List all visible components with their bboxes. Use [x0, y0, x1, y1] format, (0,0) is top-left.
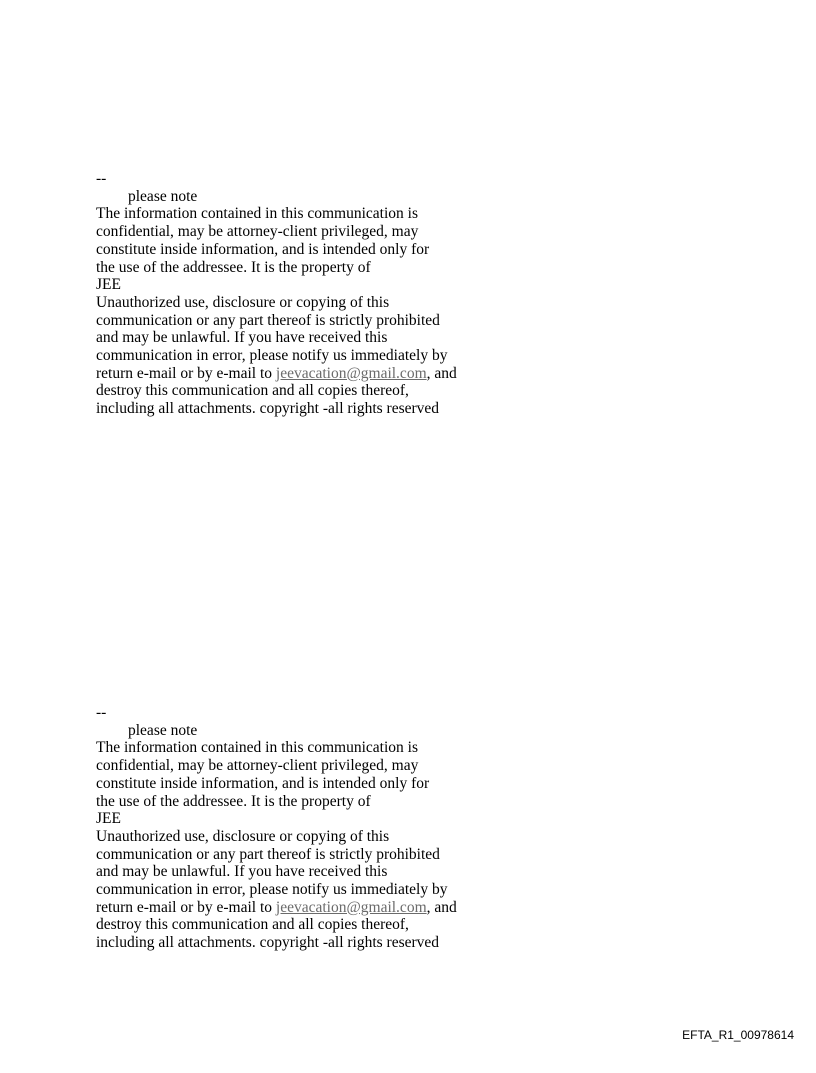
notice-line: confidential, may be attorney-client privileged, may [96, 223, 419, 241]
notice-heading: please note [128, 187, 198, 205]
confidentiality-notice [96, 704, 516, 952]
link-suffix: , and [426, 364, 457, 382]
notice-line: communication in error, please notify us immediately by [96, 347, 448, 365]
notice-line: The information contained in this communication is [96, 739, 418, 757]
email-link[interactable]: jeevacation@gmail.com [275, 364, 427, 382]
confidentiality-notice [96, 170, 516, 418]
separator-dash: -- [96, 170, 107, 187]
notice-line: and may be unlawful. If you have received this [96, 863, 388, 881]
notice-line: JEE [96, 810, 121, 828]
notice-line [96, 899, 516, 917]
document-id: EFTA_R1_00978614 [682, 1028, 794, 1042]
notice-line: communication or any part thereof is strictly prohibited [96, 311, 440, 329]
notice-line: constitute inside information, and is intended only for [96, 240, 430, 258]
email-link[interactable]: jeevacation@gmail.com [275, 898, 427, 916]
notice-line: the use of the addressee. It is the property of [96, 258, 371, 276]
notice-line: and may be unlawful. If you have received this [96, 329, 388, 347]
notice-line: destroy this communication and all copies thereof, [96, 382, 409, 400]
notice-line: destroy this communication and all copies thereof, [96, 916, 409, 934]
notice-line: Unauthorized use, disclosure or copying of this [96, 827, 390, 845]
link-prefix: return e-mail or by e-mail to [96, 364, 276, 382]
link-suffix: , and [426, 898, 457, 916]
notice-line: the use of the addressee. It is the property of [96, 792, 371, 810]
notice-line: confidential, may be attorney-client privileged, may [96, 757, 419, 775]
notice-line: The information contained in this communication is [96, 205, 418, 223]
notice-line: communication or any part thereof is strictly prohibited [96, 845, 440, 863]
notice-line: including all attachments. copyright -all rights reserved [96, 400, 440, 418]
notice-line: Unauthorized use, disclosure or copying of this [96, 293, 390, 311]
link-prefix: return e-mail or by e-mail to [96, 898, 276, 916]
notice-line: communication in error, please notify us immediately by [96, 881, 448, 899]
notice-line: JEE [96, 276, 121, 294]
notice-heading: please note [128, 721, 198, 739]
notice-line: constitute inside information, and is intended only for [96, 774, 430, 792]
notice-line: including all attachments. copyright -all rights reserved [96, 934, 440, 952]
separator-dash: -- [96, 704, 107, 721]
notice-line [96, 365, 516, 383]
